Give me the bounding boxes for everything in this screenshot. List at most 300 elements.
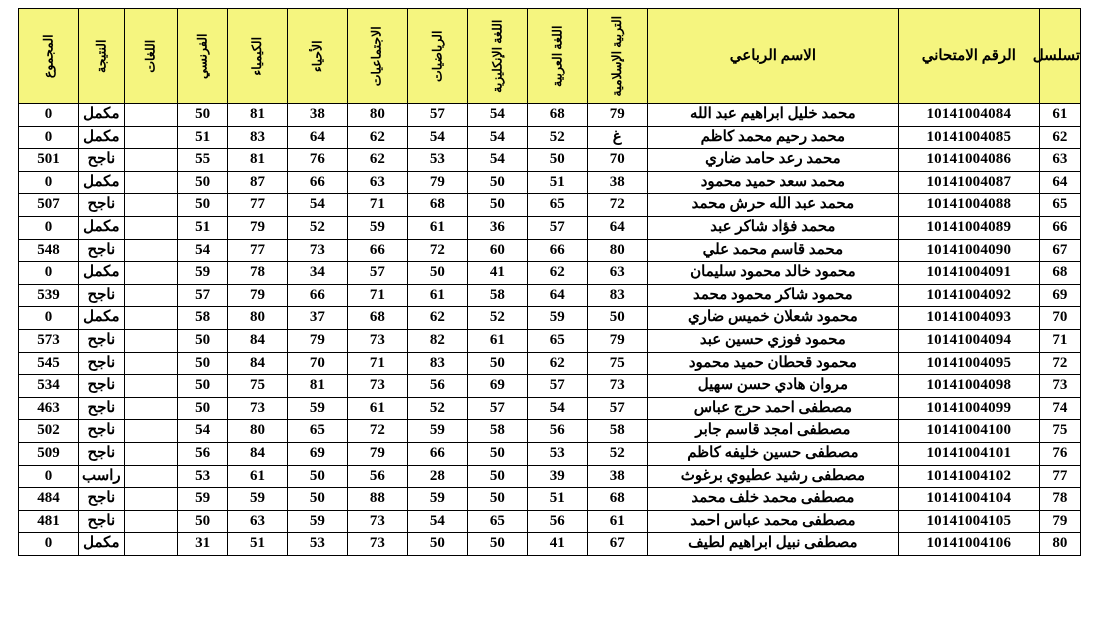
table-row[interactable] bbox=[19, 216, 1081, 239]
cell-lang bbox=[124, 420, 178, 443]
cell-arabic: 59 bbox=[527, 307, 587, 330]
cell-total: 0 bbox=[19, 216, 79, 239]
cell-seq: 64 bbox=[1039, 171, 1080, 194]
table-row[interactable] bbox=[19, 420, 1081, 443]
cell-french: 51 bbox=[178, 216, 228, 239]
column-header-label: اللغة الإنكليزية bbox=[490, 19, 505, 93]
cell-math: 52 bbox=[407, 397, 467, 420]
cell-lang bbox=[124, 149, 178, 172]
cell-arabic: 50 bbox=[527, 149, 587, 172]
cell-bio: 65 bbox=[287, 420, 347, 443]
cell-chem: 84 bbox=[227, 329, 287, 352]
cell-math: 72 bbox=[407, 239, 467, 262]
cell-name: مصطفى رشيد عطيوي برغوث bbox=[647, 465, 898, 488]
cell-lang bbox=[124, 104, 178, 127]
cell-arabic: 68 bbox=[527, 104, 587, 127]
cell-seq: 77 bbox=[1039, 465, 1080, 488]
cell-examno: 10141004090 bbox=[899, 239, 1040, 262]
cell-examno: 10141004105 bbox=[899, 510, 1040, 533]
cell-islamic: 52 bbox=[587, 442, 647, 465]
cell-seq: 79 bbox=[1039, 510, 1080, 533]
cell-islamic: 64 bbox=[587, 216, 647, 239]
cell-french: 50 bbox=[178, 194, 228, 217]
cell-seq: 70 bbox=[1039, 307, 1080, 330]
cell-bio: 79 bbox=[287, 329, 347, 352]
cell-bio: 52 bbox=[287, 216, 347, 239]
cell-total: 0 bbox=[19, 171, 79, 194]
table-row[interactable] bbox=[19, 375, 1081, 398]
cell-arabic: 57 bbox=[527, 375, 587, 398]
cell-arabic: 56 bbox=[527, 510, 587, 533]
column-header-rotate-wrap bbox=[228, 9, 287, 103]
table-row[interactable] bbox=[19, 352, 1081, 375]
cell-social: 61 bbox=[347, 397, 407, 420]
cell-social: 63 bbox=[347, 171, 407, 194]
cell-result: ناجح bbox=[79, 375, 124, 398]
cell-chem: 84 bbox=[227, 352, 287, 375]
cell-total: 507 bbox=[19, 194, 79, 217]
cell-islamic: 57 bbox=[587, 397, 647, 420]
cell-social: 56 bbox=[347, 465, 407, 488]
column-header-social[interactable] bbox=[347, 9, 407, 104]
cell-lang bbox=[124, 442, 178, 465]
cell-english: 58 bbox=[467, 420, 527, 443]
cell-islamic: 61 bbox=[587, 510, 647, 533]
cell-bio: 76 bbox=[287, 149, 347, 172]
cell-name: محمد سعد حميد محمود bbox=[647, 171, 898, 194]
cell-math: 53 bbox=[407, 149, 467, 172]
column-header-rotate-wrap bbox=[528, 9, 587, 103]
cell-seq: 68 bbox=[1039, 262, 1080, 285]
cell-lang bbox=[124, 397, 178, 420]
cell-english: 57 bbox=[467, 397, 527, 420]
cell-social: 73 bbox=[347, 329, 407, 352]
cell-chem: 79 bbox=[227, 284, 287, 307]
cell-result: ناجح bbox=[79, 239, 124, 262]
cell-islamic: 67 bbox=[587, 533, 647, 556]
cell-english: 54 bbox=[467, 126, 527, 149]
cell-english: 50 bbox=[467, 194, 527, 217]
cell-math: 61 bbox=[407, 284, 467, 307]
cell-result: مكمل bbox=[79, 104, 124, 127]
column-header-rotate-wrap bbox=[588, 9, 647, 103]
cell-lang bbox=[124, 171, 178, 194]
cell-total: 534 bbox=[19, 375, 79, 398]
cell-examno: 10141004106 bbox=[899, 533, 1040, 556]
cell-examno: 10141004091 bbox=[899, 262, 1040, 285]
cell-english: 52 bbox=[467, 307, 527, 330]
cell-arabic: 65 bbox=[527, 329, 587, 352]
cell-total: 509 bbox=[19, 442, 79, 465]
cell-chem: 79 bbox=[227, 216, 287, 239]
column-header-bio[interactable] bbox=[287, 9, 347, 104]
cell-seq: 71 bbox=[1039, 329, 1080, 352]
cell-english: 58 bbox=[467, 284, 527, 307]
cell-bio: 37 bbox=[287, 307, 347, 330]
table-row[interactable] bbox=[19, 126, 1081, 149]
cell-bio: 69 bbox=[287, 442, 347, 465]
cell-examno: 10141004101 bbox=[899, 442, 1040, 465]
table-row[interactable] bbox=[19, 307, 1081, 330]
cell-lang bbox=[124, 329, 178, 352]
cell-islamic: 79 bbox=[587, 104, 647, 127]
cell-chem: 80 bbox=[227, 420, 287, 443]
cell-french: 50 bbox=[178, 104, 228, 127]
cell-math: 61 bbox=[407, 216, 467, 239]
cell-social: 57 bbox=[347, 262, 407, 285]
cell-name: مصطفى امجد قاسم جابر bbox=[647, 420, 898, 443]
table-row[interactable] bbox=[19, 104, 1081, 127]
cell-math: 54 bbox=[407, 510, 467, 533]
cell-seq: 69 bbox=[1039, 284, 1080, 307]
cell-examno: 10141004099 bbox=[899, 397, 1040, 420]
cell-english: 60 bbox=[467, 239, 527, 262]
cell-english: 50 bbox=[467, 465, 527, 488]
cell-result: ناجح bbox=[79, 352, 124, 375]
cell-examno: 10141004094 bbox=[899, 329, 1040, 352]
column-header-seq[interactable] bbox=[1032, 9, 1080, 104]
cell-math: 54 bbox=[407, 126, 467, 149]
cell-french: 31 bbox=[178, 533, 228, 556]
cell-result: ناجح bbox=[79, 442, 124, 465]
cell-total: 0 bbox=[19, 533, 79, 556]
cell-bio: 64 bbox=[287, 126, 347, 149]
cell-name: مصطفى حسين خليفه كاظم bbox=[647, 442, 898, 465]
column-header-name[interactable] bbox=[647, 9, 898, 104]
header-row bbox=[19, 9, 1081, 104]
cell-french: 59 bbox=[178, 488, 228, 511]
cell-bio: 70 bbox=[287, 352, 347, 375]
cell-lang bbox=[124, 262, 178, 285]
cell-math: 68 bbox=[407, 194, 467, 217]
table-row[interactable] bbox=[19, 329, 1081, 352]
cell-chem: 63 bbox=[227, 510, 287, 533]
cell-seq: 74 bbox=[1039, 397, 1080, 420]
cell-result: مكمل bbox=[79, 216, 124, 239]
column-header-label: النتيجة bbox=[94, 39, 109, 73]
cell-arabic: 39 bbox=[527, 465, 587, 488]
cell-english: 61 bbox=[467, 329, 527, 352]
cell-french: 55 bbox=[178, 149, 228, 172]
cell-math: 50 bbox=[407, 533, 467, 556]
cell-arabic: 54 bbox=[527, 397, 587, 420]
cell-english: 50 bbox=[467, 442, 527, 465]
cell-name: مصطفى نبيل ابراهيم لطيف bbox=[647, 533, 898, 556]
column-header-islamic[interactable] bbox=[587, 9, 647, 104]
cell-chem: 84 bbox=[227, 442, 287, 465]
cell-seq: 62 bbox=[1039, 126, 1080, 149]
cell-social: 62 bbox=[347, 149, 407, 172]
cell-examno: 10141004095 bbox=[899, 352, 1040, 375]
cell-lang bbox=[124, 352, 178, 375]
cell-chem: 83 bbox=[227, 126, 287, 149]
cell-lang bbox=[124, 465, 178, 488]
cell-seq: 67 bbox=[1039, 239, 1080, 262]
cell-islamic: 73 bbox=[587, 375, 647, 398]
cell-result: ناجح bbox=[79, 488, 124, 511]
table-row[interactable] bbox=[19, 262, 1081, 285]
cell-seq: 65 bbox=[1039, 194, 1080, 217]
cell-name: محمود خالد محمود سليمان bbox=[647, 262, 898, 285]
table-row[interactable] bbox=[19, 442, 1081, 465]
cell-social: 71 bbox=[347, 194, 407, 217]
cell-french: 50 bbox=[178, 352, 228, 375]
cell-result: ناجح bbox=[79, 329, 124, 352]
column-header-examno[interactable] bbox=[899, 9, 1040, 104]
cell-french: 54 bbox=[178, 239, 228, 262]
cell-arabic: 62 bbox=[527, 352, 587, 375]
cell-french: 57 bbox=[178, 284, 228, 307]
cell-arabic: 41 bbox=[527, 533, 587, 556]
cell-lang bbox=[124, 510, 178, 533]
cell-examno: 10141004086 bbox=[899, 149, 1040, 172]
cell-lang bbox=[124, 284, 178, 307]
cell-islamic: غ bbox=[587, 126, 647, 149]
column-header-math[interactable] bbox=[407, 9, 467, 104]
cell-chem: 77 bbox=[227, 194, 287, 217]
cell-result: مكمل bbox=[79, 171, 124, 194]
cell-islamic: 83 bbox=[587, 284, 647, 307]
cell-french: 59 bbox=[178, 262, 228, 285]
column-header-label: الأحياء bbox=[310, 40, 325, 72]
cell-social: 68 bbox=[347, 307, 407, 330]
table-row[interactable] bbox=[19, 194, 1081, 217]
column-header-label: الاسم الرباعي bbox=[729, 47, 816, 64]
table-row[interactable] bbox=[19, 284, 1081, 307]
table-row[interactable] bbox=[19, 239, 1081, 262]
cell-chem: 78 bbox=[227, 262, 287, 285]
cell-bio: 66 bbox=[287, 284, 347, 307]
cell-social: 73 bbox=[347, 375, 407, 398]
cell-name: محمود شعلان خميس ضاري bbox=[647, 307, 898, 330]
cell-english: 50 bbox=[467, 488, 527, 511]
cell-seq: 76 bbox=[1039, 442, 1080, 465]
cell-english: 50 bbox=[467, 352, 527, 375]
column-header-rotate-wrap bbox=[178, 9, 227, 103]
cell-math: 57 bbox=[407, 104, 467, 127]
column-header-label: الاجتماعيات bbox=[370, 26, 385, 86]
cell-chem: 73 bbox=[227, 397, 287, 420]
column-header-result[interactable] bbox=[79, 9, 124, 104]
cell-bio: 59 bbox=[287, 510, 347, 533]
column-header-english[interactable] bbox=[467, 9, 527, 104]
column-header-arabic[interactable] bbox=[527, 9, 587, 104]
cell-bio: 59 bbox=[287, 397, 347, 420]
cell-seq: 75 bbox=[1039, 420, 1080, 443]
cell-english: 65 bbox=[467, 510, 527, 533]
cell-french: 50 bbox=[178, 375, 228, 398]
cell-examno: 10141004089 bbox=[899, 216, 1040, 239]
cell-result: ناجح bbox=[79, 284, 124, 307]
cell-result: ناجح bbox=[79, 510, 124, 533]
cell-name: محمد فؤاد شاكر عبد bbox=[647, 216, 898, 239]
cell-examno: 10141004098 bbox=[899, 375, 1040, 398]
cell-english: 50 bbox=[467, 171, 527, 194]
cell-result: ناجح bbox=[79, 397, 124, 420]
table-row[interactable] bbox=[19, 171, 1081, 194]
cell-islamic: 80 bbox=[587, 239, 647, 262]
column-header-lang[interactable] bbox=[124, 9, 178, 104]
cell-total: 484 bbox=[19, 488, 79, 511]
column-header-label: تسلسل bbox=[1032, 47, 1080, 64]
cell-chem: 81 bbox=[227, 149, 287, 172]
cell-total: 481 bbox=[19, 510, 79, 533]
column-header-label: المجموع bbox=[41, 34, 56, 78]
cell-islamic: 79 bbox=[587, 329, 647, 352]
exam-results-table bbox=[18, 8, 1081, 556]
table-row[interactable] bbox=[19, 465, 1081, 488]
cell-social: 73 bbox=[347, 533, 407, 556]
cell-result: مكمل bbox=[79, 533, 124, 556]
column-header-label: التربية الإسلامية bbox=[609, 15, 624, 97]
cell-examno: 10141004100 bbox=[899, 420, 1040, 443]
column-header-rotate-wrap bbox=[125, 9, 178, 103]
cell-result: ناجح bbox=[79, 194, 124, 217]
cell-total: 0 bbox=[19, 104, 79, 127]
cell-french: 50 bbox=[178, 397, 228, 420]
cell-name: محمود قحطان حميد محمود bbox=[647, 352, 898, 375]
cell-math: 50 bbox=[407, 262, 467, 285]
cell-french: 53 bbox=[178, 465, 228, 488]
cell-bio: 54 bbox=[287, 194, 347, 217]
cell-islamic: 70 bbox=[587, 149, 647, 172]
cell-bio: 50 bbox=[287, 488, 347, 511]
cell-examno: 10141004093 bbox=[899, 307, 1040, 330]
cell-examno: 10141004085 bbox=[899, 126, 1040, 149]
table-row[interactable] bbox=[19, 149, 1081, 172]
column-header-french[interactable] bbox=[178, 9, 228, 104]
cell-name: محمود شاكر محمود محمد bbox=[647, 284, 898, 307]
cell-bio: 38 bbox=[287, 104, 347, 127]
cell-french: 50 bbox=[178, 171, 228, 194]
cell-french: 58 bbox=[178, 307, 228, 330]
cell-math: 66 bbox=[407, 442, 467, 465]
cell-name: مصطفى محمد عباس احمد bbox=[647, 510, 898, 533]
cell-social: 88 bbox=[347, 488, 407, 511]
cell-math: 62 bbox=[407, 307, 467, 330]
cell-chem: 75 bbox=[227, 375, 287, 398]
cell-english: 50 bbox=[467, 533, 527, 556]
cell-arabic: 51 bbox=[527, 488, 587, 511]
cell-total: 502 bbox=[19, 420, 79, 443]
cell-lang bbox=[124, 307, 178, 330]
cell-social: 62 bbox=[347, 126, 407, 149]
cell-french: 50 bbox=[178, 510, 228, 533]
table-row[interactable] bbox=[19, 397, 1081, 420]
cell-french: 56 bbox=[178, 442, 228, 465]
cell-name: محمود فوزي حسين عبد bbox=[647, 329, 898, 352]
cell-arabic: 66 bbox=[527, 239, 587, 262]
cell-islamic: 68 bbox=[587, 488, 647, 511]
cell-result: مكمل bbox=[79, 126, 124, 149]
column-header-rotate-wrap bbox=[408, 9, 467, 103]
table-row[interactable] bbox=[19, 533, 1081, 556]
column-header-rotate-wrap bbox=[288, 9, 347, 103]
cell-examno: 10141004102 bbox=[899, 465, 1040, 488]
cell-english: 54 bbox=[467, 104, 527, 127]
cell-islamic: 63 bbox=[587, 262, 647, 285]
column-header-total[interactable] bbox=[19, 9, 79, 104]
column-header-rotate-wrap bbox=[348, 9, 407, 103]
cell-arabic: 56 bbox=[527, 420, 587, 443]
cell-examno: 10141004088 bbox=[899, 194, 1040, 217]
cell-lang bbox=[124, 216, 178, 239]
cell-seq: 73 bbox=[1039, 375, 1080, 398]
cell-result: مكمل bbox=[79, 262, 124, 285]
cell-lang bbox=[124, 488, 178, 511]
cell-islamic: 38 bbox=[587, 465, 647, 488]
cell-name: محمد خليل ابراهيم عبد الله bbox=[647, 104, 898, 127]
cell-examno: 10141004104 bbox=[899, 488, 1040, 511]
table-row[interactable] bbox=[19, 488, 1081, 511]
cell-math: 83 bbox=[407, 352, 467, 375]
cell-seq: 63 bbox=[1039, 149, 1080, 172]
table-header bbox=[19, 9, 1081, 104]
cell-math: 56 bbox=[407, 375, 467, 398]
cell-english: 69 bbox=[467, 375, 527, 398]
cell-math: 79 bbox=[407, 171, 467, 194]
cell-math: 59 bbox=[407, 420, 467, 443]
cell-chem: 59 bbox=[227, 488, 287, 511]
cell-lang bbox=[124, 533, 178, 556]
cell-seq: 72 bbox=[1039, 352, 1080, 375]
cell-name: محمد عبد الله حرش محمد bbox=[647, 194, 898, 217]
cell-bio: 81 bbox=[287, 375, 347, 398]
cell-social: 71 bbox=[347, 284, 407, 307]
cell-arabic: 65 bbox=[527, 194, 587, 217]
column-header-chem[interactable] bbox=[227, 9, 287, 104]
cell-islamic: 58 bbox=[587, 420, 647, 443]
cell-social: 66 bbox=[347, 239, 407, 262]
cell-math: 59 bbox=[407, 488, 467, 511]
column-header-rotate-wrap bbox=[79, 9, 123, 103]
cell-arabic: 53 bbox=[527, 442, 587, 465]
cell-result: مكمل bbox=[79, 307, 124, 330]
cell-lang bbox=[124, 375, 178, 398]
cell-seq: 66 bbox=[1039, 216, 1080, 239]
cell-name: مروان هادي حسن سهيل bbox=[647, 375, 898, 398]
cell-math: 28 bbox=[407, 465, 467, 488]
cell-islamic: 75 bbox=[587, 352, 647, 375]
column-header-label: الرقم الامتحاني bbox=[921, 47, 1016, 64]
column-header-label: اللغات bbox=[143, 39, 158, 73]
table-row[interactable] bbox=[19, 510, 1081, 533]
cell-total: 548 bbox=[19, 239, 79, 262]
cell-name: محمد رعد حامد ضاري bbox=[647, 149, 898, 172]
cell-total: 0 bbox=[19, 126, 79, 149]
cell-name: مصطفى محمد خلف محمد bbox=[647, 488, 898, 511]
cell-french: 50 bbox=[178, 329, 228, 352]
cell-seq: 61 bbox=[1039, 104, 1080, 127]
cell-total: 573 bbox=[19, 329, 79, 352]
cell-social: 79 bbox=[347, 442, 407, 465]
cell-social: 72 bbox=[347, 420, 407, 443]
cell-result: ناجح bbox=[79, 420, 124, 443]
cell-bio: 66 bbox=[287, 171, 347, 194]
cell-result: راسب bbox=[79, 465, 124, 488]
cell-total: 501 bbox=[19, 149, 79, 172]
cell-examno: 10141004084 bbox=[899, 104, 1040, 127]
cell-islamic: 38 bbox=[587, 171, 647, 194]
cell-arabic: 51 bbox=[527, 171, 587, 194]
column-header-label: الفرنسي bbox=[195, 33, 210, 79]
cell-examno: 10141004087 bbox=[899, 171, 1040, 194]
cell-social: 71 bbox=[347, 352, 407, 375]
cell-total: 0 bbox=[19, 307, 79, 330]
cell-total: 0 bbox=[19, 262, 79, 285]
cell-name: مصطفى احمد حرج عباس bbox=[647, 397, 898, 420]
cell-total: 0 bbox=[19, 465, 79, 488]
